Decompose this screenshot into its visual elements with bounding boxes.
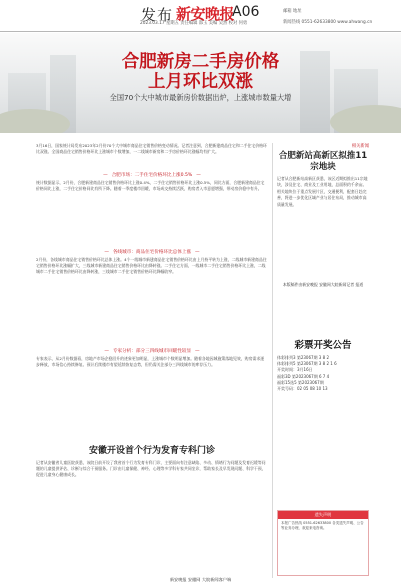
article-paragraph-2: 2月份，各线城市商品住宅销售价格环比总体上涨。4个一线城市新建商品住宅销售价格环比由上月持平转为上涨，二线城市新建商品住宅销售价格环比涨幅扩大，三线城市新建商品住宅销售价格环比由降转涨。二手住宅方面，一线城市二手住宅销售价格环比上涨，二线城市二手住宅销售价格环比由降转涨，三线城市二手住宅销售价格环比降幅收窄。 — [36, 257, 267, 275]
side-article — [277, 143, 369, 443]
page-footer: 新安晚报 安徽网 大皖新闻客户端 — [169, 577, 232, 582]
headline-line-2: 上月环比双涨 — [148, 72, 253, 92]
main-article — [36, 143, 268, 443]
side-credit: 本版稿件由新安晚报 安徽网大皖新闻记者 报道 — [282, 282, 364, 287]
ad-body: 本报广告热线 0551-62633800 各类遗失声明、公告等业务办理，欢迎来电咨询。 — [281, 521, 364, 530]
headline-line-1: 合肥新房二手房价格 — [121, 52, 280, 72]
issue-meta: 2023.03.17 星期五 责任编辑 邵玉 美编 吴然 校对 何勇 — [140, 21, 248, 26]
ad-header: 遗失声明 — [278, 511, 368, 519]
bottom-article — [36, 443, 268, 556]
classified-ad — [277, 510, 369, 576]
side-tag: 相关新闻 — [351, 144, 369, 149]
headline — [0, 52, 401, 92]
hotline-meta: 新闻热线 0551-62633800 www.ahwang.cn — [283, 20, 373, 25]
section-title-1: — 合肥市场：二手住宅价格环比上涨0.5% — — [36, 172, 268, 178]
article-lead: 3月16日，国家统计局发布2023年2月份70个大中城市商品住宅销售价格变动情况。记者注意到，合肥新建商品住宅和二手住宅价格环比双涨。全国商品住宅销售价格环比上涨城市个数增加，一二线城市新房和二手房价格环比涨幅均有扩大。 — [36, 143, 267, 155]
side-title: 合肥新站高新区拟推11宗地块 — [278, 151, 368, 172]
lottery-row: 体彩排列3 第23067期 3 8 2 — [277, 355, 329, 360]
lottery-row: 体彩排列5 第23067期 3 8 2 1 6 — [277, 361, 337, 367]
bottom-title: 安徽开设首个行为发育专科门诊 — [88, 446, 215, 456]
side-text: 记者从合肥新站高新区获悉，该区近期拟推出11宗地块，涉及住宅、商业及工业用地，总面积约千余亩。相关地块位于重点发展片区，交通便利，配套日趋完善，将进一步优化区域产业与居住布局，推动城市高质量发展。 — [277, 176, 368, 207]
subheadline: 全国70个大中城市最新房价数据出炉，上涨城市数量大增 — [109, 93, 292, 102]
lottery-notice — [277, 337, 369, 392]
lottery-row: 开奖号码：02 05 08 10 13 — [277, 386, 328, 392]
page-number: A06 — [232, 4, 260, 20]
section-name: 发布 — [141, 6, 174, 24]
column-divider — [272, 143, 273, 578]
article-paragraph-3: 专家表示，从2月份数据看，房地产市场企稳回升的迹象更加明显，上涨城市个数明显增加。随着各地因城施策落地见效，购房需求逐步释放，市场信心持续修复。预计后续楼市有望延续恢复态势，但仍需关注部分三四线城市的库存压力。 — [36, 356, 265, 368]
newspaper-logo: 新安晚报 — [176, 5, 235, 23]
lottery-row: 福彩3D 第2023067期 6 7 4 — [277, 373, 330, 379]
lottery-row: 福彩15选5 第2023067期 — [277, 379, 324, 385]
bottom-text: 记者从安徽省儿童医院获悉，该院日前开设了我省首个行为发育专科门诊，主要面向有注意缺陷、多动、情绪行为问题及发育迟缓等问题的儿童提供评估、诊断与综合干预服务。门诊由儿童保健、神经、心理等多学科专家共同坐诊，帮助家长及早发现问题、科学干预，促进儿童身心健康成长。 — [36, 460, 266, 478]
lottery-title: 彩票开奖公告 — [294, 340, 352, 351]
section-title-3: — 专家分析：部分三四线城市回暖性较显 — — [36, 348, 268, 354]
contact-meta: 邮箱 地址 — [283, 9, 302, 14]
masthead-divider — [0, 31, 401, 32]
article-paragraph-1: 统计数据显示，2月份，合肥新建商品住宅销售价格环比上涨0.4%，二手住宅销售价格环比上涨0.5%，同比方面，合肥新建商品住宅价格同比上涨，二手住宅价格同比有所下降。随着一季度楼市回暖，市场成交持续活跃，购房者入市意愿增强，带动房价稳中有升。 — [36, 180, 265, 192]
section-title-2: — 各线城市：商品住宅价格环比总体上涨 — — [36, 249, 268, 255]
lottery-row: 开奖时间：3月16日 — [277, 367, 313, 373]
